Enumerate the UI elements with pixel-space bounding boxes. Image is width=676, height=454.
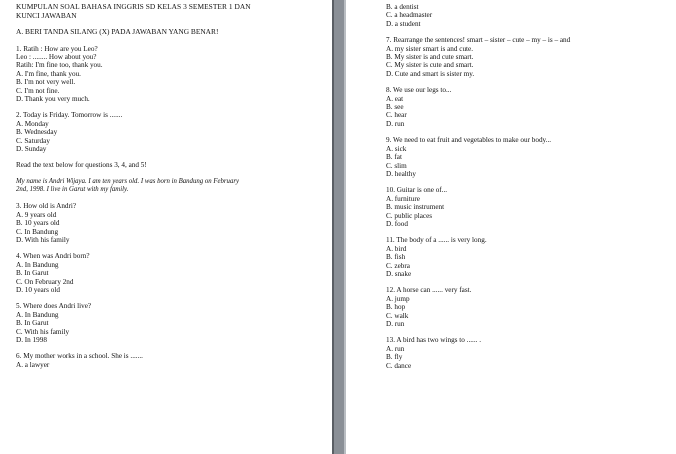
question-text: 12. A horse can ...... very fast. xyxy=(386,286,472,295)
answer-option: A. eat xyxy=(386,94,404,103)
title-line: KUNCI JAWABAN xyxy=(16,10,77,20)
answer-option: C. a headmaster xyxy=(386,11,433,20)
document-title xyxy=(16,3,324,20)
answer-option: B. fly xyxy=(386,353,403,362)
question-text: 10. Guitar is one of... xyxy=(386,186,448,195)
answer-option: D. a student xyxy=(386,19,421,28)
question-4 xyxy=(16,252,324,294)
question-6 xyxy=(16,352,324,369)
answer-option: A. bird xyxy=(386,244,407,253)
answer-option: A. I'm fine, thank you. xyxy=(16,69,81,78)
question-text: 11. The body of a ...... is very long. xyxy=(386,236,487,245)
answer-option: C. Saturday xyxy=(16,136,50,145)
answer-option: B. Wednesday xyxy=(16,128,58,137)
question-text: 1. Ratih : How are you Leo? xyxy=(16,44,98,53)
question-3 xyxy=(16,202,324,244)
answer-option: C. In Bandung xyxy=(16,227,59,236)
question-6-continued xyxy=(386,3,666,28)
answer-option: C. hear xyxy=(386,111,407,120)
reading-instruction: Read the text below for questions 3, 4, and 5! xyxy=(16,161,147,170)
question-text: Ratih: I'm fine too, thank you. xyxy=(16,61,103,70)
answer-option: D. run xyxy=(386,320,405,328)
answer-option: D. Sunday xyxy=(16,145,47,154)
answer-option: B. a dentist xyxy=(386,3,419,11)
answer-option: A. a lawyer xyxy=(16,360,50,369)
answer-option: A. furniture xyxy=(386,194,420,203)
answer-option: D. With his family xyxy=(16,235,70,244)
title-line: KUMPULAN SOAL BAHASA INGGRIS SD KELAS 3 SEMESTER 1 DAN xyxy=(16,2,251,11)
section-heading: A. BERI TANDA SILANG (X) PADA JAWABAN YANG BENAR! xyxy=(16,27,219,37)
question-12 xyxy=(386,286,666,328)
answer-option: C. zebra xyxy=(386,261,410,270)
question-text: 2. Today is Friday. Tomorrow is ....... xyxy=(16,111,123,120)
answer-option: B. In Garut xyxy=(16,269,49,278)
question-text: 7. Rearrange the sentences! smart – sister – cute – my – is – and xyxy=(386,36,571,45)
answer-option: C. walk xyxy=(386,311,409,320)
question-11 xyxy=(386,236,666,278)
question-1 xyxy=(16,45,324,104)
answer-option: D. In 1998 xyxy=(16,335,47,344)
answer-option: C. public places xyxy=(386,211,433,220)
reading-passage xyxy=(16,178,324,194)
answer-option: B. hop xyxy=(386,303,406,312)
answer-option: D. snake xyxy=(386,269,412,278)
passage-line: My name is Andri Wijaya. I am ten years old. I was born in Bandung on February xyxy=(16,177,240,185)
answer-option: B. I'm not very well. xyxy=(16,78,76,87)
answer-option: C. My sister is cute and smart. xyxy=(386,61,474,70)
page-right[interactable] xyxy=(346,0,676,454)
question-text: 4. When was Andri born? xyxy=(16,252,90,261)
answer-option: C. I'm not fine. xyxy=(16,86,60,95)
question-text: Leo : ........ How about you? xyxy=(16,53,97,61)
page-left[interactable] xyxy=(0,0,332,454)
answer-option: D. healthy xyxy=(386,169,416,178)
answer-option: B. music instrument xyxy=(386,203,445,212)
question-8 xyxy=(386,86,666,128)
passage-line: 2nd, 1998. I live in Garut with my family. xyxy=(16,186,129,194)
answer-option: A. sick xyxy=(386,144,407,153)
question-7 xyxy=(386,36,666,78)
page-gutter xyxy=(332,0,346,454)
answer-option: A. my sister smart is and cute. xyxy=(386,44,474,53)
question-text: 13. A bird has two wings to ...... . xyxy=(386,336,482,345)
question-text: 5. Where does Andri live? xyxy=(16,302,92,311)
answer-option: C. dance xyxy=(386,361,412,370)
answer-option: C. slim xyxy=(386,161,407,170)
question-9 xyxy=(386,136,666,178)
answer-option: A. In Bandung xyxy=(16,310,59,319)
right-column xyxy=(386,3,666,370)
answer-option: A. jump xyxy=(386,294,410,303)
answer-option: B. In Garut xyxy=(16,319,49,328)
question-text: 9. We need to eat fruit and vegetables to make our body... xyxy=(386,136,552,145)
answer-option: A. Monday xyxy=(16,119,49,128)
question-5 xyxy=(16,302,324,344)
answer-option: B. My sister is and cute smart. xyxy=(386,53,474,62)
answer-option: B. fat xyxy=(386,153,402,162)
left-column xyxy=(16,3,324,369)
answer-option: D. Cute and smart is sister my. xyxy=(386,69,475,78)
answer-option: D. 10 years old xyxy=(16,285,60,294)
answer-option: A. 9 years old xyxy=(16,210,57,219)
question-13 xyxy=(386,336,666,370)
question-text: 8. We use our legs to... xyxy=(386,86,452,95)
answer-option: B. fish xyxy=(386,253,406,262)
answer-option: B. 10 years old xyxy=(16,219,60,228)
answer-option: D. food xyxy=(386,219,408,228)
answer-option: A. In Bandung xyxy=(16,260,59,269)
question-text: 6. My mother works in a school. She is ....... xyxy=(16,352,143,361)
question-2 xyxy=(16,111,324,153)
answer-option: C. On February 2nd xyxy=(16,277,74,286)
answer-option: A. run xyxy=(386,344,405,353)
question-text: 3. How old is Andri? xyxy=(16,202,77,211)
question-10 xyxy=(386,186,666,228)
answer-option: D. run xyxy=(386,119,405,128)
answer-option: C. With his family xyxy=(16,327,70,336)
answer-option: B. see xyxy=(386,103,404,112)
answer-option: D. Thank you very much. xyxy=(16,95,90,104)
